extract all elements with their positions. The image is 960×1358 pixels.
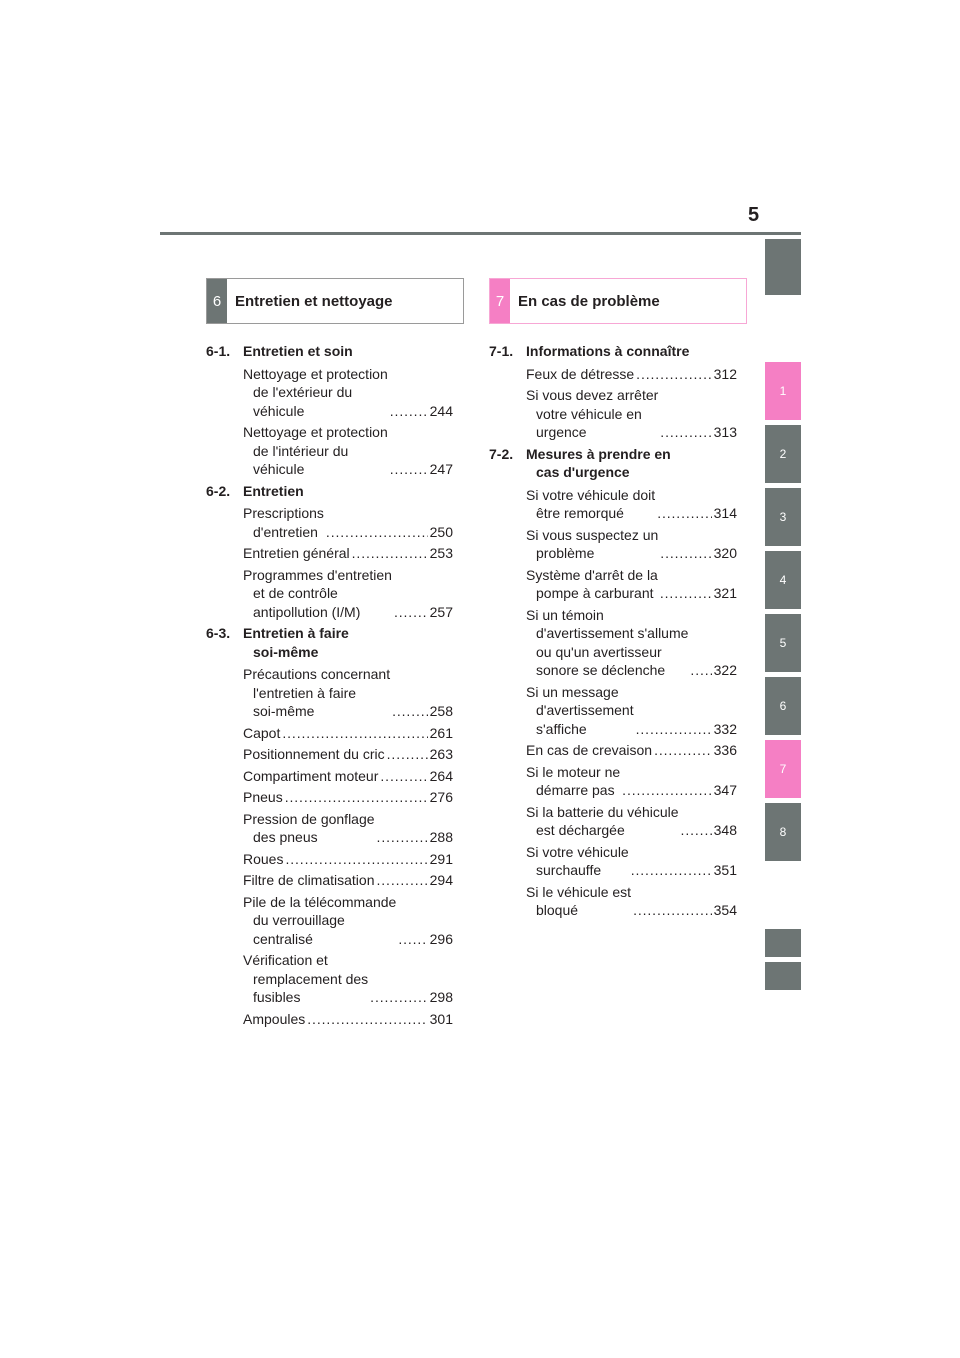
toc-entry-title: Si le moteur ne démarre pas <box>526 763 621 798</box>
toc-entry-title: Roues <box>243 850 284 867</box>
toc-entry-page: 296 <box>429 930 453 947</box>
dot-leader <box>390 402 428 421</box>
toc-entry[interactable] <box>526 741 737 760</box>
dot-leader <box>377 828 428 847</box>
dot-leader <box>660 584 712 603</box>
dot-leader <box>282 724 427 743</box>
toc-entry-page: 313 <box>713 424 737 440</box>
toc-group <box>206 624 453 661</box>
dot-leader <box>387 745 428 764</box>
chapter-tab-blank[interactable] <box>765 239 801 295</box>
toc-entry-title: Nettoyage et protection de l'intérieur du véhicule <box>243 424 388 477</box>
chapter-tab-2[interactable]: 2 <box>765 425 801 483</box>
toc-group <box>206 342 453 361</box>
toc-entry[interactable] <box>526 365 737 384</box>
toc-group-title[interactable]: Mesures à prendre en cas d'urgence <box>526 445 671 480</box>
dot-leader <box>380 767 427 786</box>
toc-entry-title: Filtre de climatisation <box>243 872 375 888</box>
toc-entry-page: 263 <box>429 746 453 762</box>
toc-entry-page: 257 <box>429 603 453 620</box>
toc-entry-title: Pneus <box>243 789 283 805</box>
toc-entry-page: 298 <box>429 989 453 1005</box>
chapter-tab-6[interactable]: 6 <box>765 677 801 735</box>
dot-leader <box>377 871 428 890</box>
dot-leader <box>636 720 712 739</box>
toc-group <box>489 342 737 361</box>
dot-leader <box>660 423 711 442</box>
toc-entry-page: 244 <box>429 402 453 419</box>
toc-entry[interactable] <box>243 423 453 479</box>
dot-leader <box>394 603 428 622</box>
toc-entry-title: Capot <box>243 724 281 741</box>
toc-entry-title: Si le véhicule est bloqué <box>526 883 632 918</box>
section-title: En cas de problème <box>518 292 660 310</box>
toc-group-number: 6-2. <box>206 482 231 499</box>
toc-entry-title: Positionnement du cric <box>243 746 385 762</box>
toc-entry-title: Prescriptions d'entretien <box>243 505 324 540</box>
toc-entry-page: 354 <box>713 902 737 918</box>
toc-entry-page: 336 <box>713 742 737 758</box>
toc-entry[interactable] <box>243 365 453 421</box>
dot-leader <box>326 523 428 542</box>
toc-entry-title: Ampoules <box>243 1010 306 1027</box>
dot-leader <box>390 460 428 479</box>
toc-entry-page: 322 <box>713 662 737 678</box>
toc-entry-title: Feux de détresse <box>526 365 635 382</box>
dot-leader <box>633 901 712 920</box>
toc-entry[interactable] <box>243 504 453 541</box>
toc-entry-page: 347 <box>713 782 737 798</box>
section-title: Entretien et nettoyage <box>235 292 393 310</box>
toc-entry-page: 351 <box>713 862 737 878</box>
toc-entry[interactable] <box>243 893 453 949</box>
toc-group-title[interactable]: Informations à connaître <box>526 343 690 359</box>
toc-entry[interactable] <box>526 843 737 880</box>
toc-entry[interactable] <box>526 606 737 680</box>
toc-entry[interactable] <box>243 871 453 890</box>
toc-entry-page: 332 <box>713 720 737 737</box>
toc-entry[interactable] <box>526 566 737 603</box>
toc-entry-page: 258 <box>429 703 453 719</box>
dot-leader <box>392 702 428 721</box>
toc-entry-title: Système d'arrêt de la pompe à carburant <box>526 566 658 601</box>
dot-leader <box>622 781 711 800</box>
toc-entry-title: Pression de gonflage des pneus <box>243 810 375 845</box>
toc-entry[interactable] <box>243 544 453 563</box>
dot-leader <box>307 1010 427 1029</box>
toc-group <box>489 445 737 482</box>
toc-entry-title: Entretien général <box>243 545 350 561</box>
toc-entry-page: 250 <box>429 523 453 540</box>
toc-entry-title: Si un témoin d'avertissement s'allume ou qu'un avertisseur sonore se déclenche <box>526 606 689 678</box>
toc-entry[interactable] <box>526 386 737 442</box>
toc-entry[interactable] <box>243 745 453 764</box>
toc-group <box>206 482 453 501</box>
chapter-tab-8[interactable]: 8 <box>765 803 801 861</box>
dot-leader <box>660 544 711 563</box>
toc-entry-title: Si vous suspectez un problème <box>526 526 659 561</box>
toc-entry[interactable] <box>243 810 453 847</box>
toc-entry-title: Si votre véhicule doit être remorqué <box>526 486 656 521</box>
toc-entry[interactable] <box>243 724 453 743</box>
header-rule <box>160 232 801 235</box>
section-number: 6 <box>207 279 227 323</box>
toc-group-number: 7-2. <box>489 445 514 462</box>
chapter-tab-7[interactable]: 7 <box>765 740 801 798</box>
dot-leader <box>398 930 427 949</box>
dot-leader <box>631 861 712 880</box>
toc-entry-page: 348 <box>713 822 737 838</box>
chapter-tab-4[interactable]: 4 <box>765 551 801 609</box>
toc-group-title[interactable]: Entretien <box>243 482 304 499</box>
toc-entry-title: Si un message d'avertissement s'affiche <box>526 683 634 737</box>
toc-entry-title: Vérification et remplacement des fusibles <box>243 952 369 1005</box>
toc-entry[interactable] <box>243 665 453 721</box>
toc-entry[interactable] <box>526 763 737 800</box>
dot-leader <box>654 741 712 760</box>
toc-entry[interactable] <box>243 951 453 1007</box>
toc-entry-page: 264 <box>429 767 453 784</box>
dot-leader <box>370 988 427 1007</box>
toc-entry-title: Si vous devez arrêter votre véhicule en urgence <box>526 387 659 440</box>
toc-entry[interactable] <box>526 526 737 563</box>
dot-leader <box>681 821 712 840</box>
toc-entry-page: 288 <box>429 829 453 845</box>
dot-leader <box>352 544 428 563</box>
toc-group-title[interactable]: Entretien et soin <box>243 343 353 359</box>
toc-entry-page: 261 <box>429 724 453 741</box>
dot-leader <box>657 504 711 523</box>
chapter-tab-5[interactable]: 5 <box>765 614 801 672</box>
toc-entry-title: Nettoyage et protection de l'extérieur du véhicule <box>243 365 388 419</box>
toc-entry[interactable] <box>243 767 453 786</box>
dot-leader <box>285 850 427 869</box>
toc-entry[interactable] <box>243 788 453 807</box>
toc-entry-page: 312 <box>713 365 737 382</box>
toc-section-7 <box>489 342 737 923</box>
section-number: 7 <box>490 279 510 323</box>
section-header-7 <box>489 278 747 324</box>
toc-entry-title: Programmes d'entretien et de contrôle antipollution (I/M) <box>243 566 392 620</box>
toc-entry-page: 294 <box>429 872 453 888</box>
toc-entry[interactable] <box>526 683 737 739</box>
dot-leader <box>636 365 711 384</box>
dot-leader <box>690 661 711 680</box>
chapter-tab-blank[interactable] <box>765 962 801 990</box>
toc-entry[interactable] <box>526 883 737 920</box>
toc-entry-page: 276 <box>429 789 453 805</box>
toc-entry[interactable] <box>526 486 737 523</box>
toc-entry-title: Si la batterie du véhicule est déchargée <box>526 803 679 838</box>
toc-entry-title: Pile de la télécommande du verrouillage centralisé <box>243 893 397 947</box>
toc-group-title[interactable]: Entretien à faire soi-même <box>243 625 349 660</box>
toc-entry-title: Si votre véhicule surchauffe <box>526 843 629 878</box>
toc-entry[interactable] <box>526 803 737 840</box>
page-number: 5 <box>748 204 760 226</box>
toc-entry-page: 253 <box>429 545 453 561</box>
chapter-tab-1[interactable]: 1 <box>765 362 801 420</box>
toc-entry-title: En cas de crevaison <box>526 742 653 758</box>
chapter-tab-blank[interactable] <box>765 929 801 957</box>
section-header-6 <box>206 278 464 324</box>
toc-group-number: 6-3. <box>206 625 231 641</box>
toc-entry-page: 321 <box>713 585 737 601</box>
toc-entry-page: 247 <box>429 461 453 477</box>
toc-group-number: 6-1. <box>206 343 231 359</box>
chapter-tab-3[interactable]: 3 <box>765 488 801 546</box>
toc-entry[interactable] <box>243 850 453 869</box>
toc-entry-title: Précautions concernant l'entretien à faire soi-même <box>243 666 391 719</box>
toc-entry-page: 301 <box>429 1010 453 1027</box>
dot-leader <box>285 788 428 807</box>
toc-entry-page: 320 <box>713 545 737 561</box>
toc-entry-page: 291 <box>429 850 453 867</box>
toc-entry[interactable] <box>243 1010 453 1029</box>
toc-section-6 <box>206 342 453 1031</box>
toc-entry-page: 314 <box>713 505 737 521</box>
toc-entry[interactable] <box>243 566 453 622</box>
toc-entry-title: Compartiment moteur <box>243 767 379 784</box>
toc-group-number: 7-1. <box>489 343 514 359</box>
